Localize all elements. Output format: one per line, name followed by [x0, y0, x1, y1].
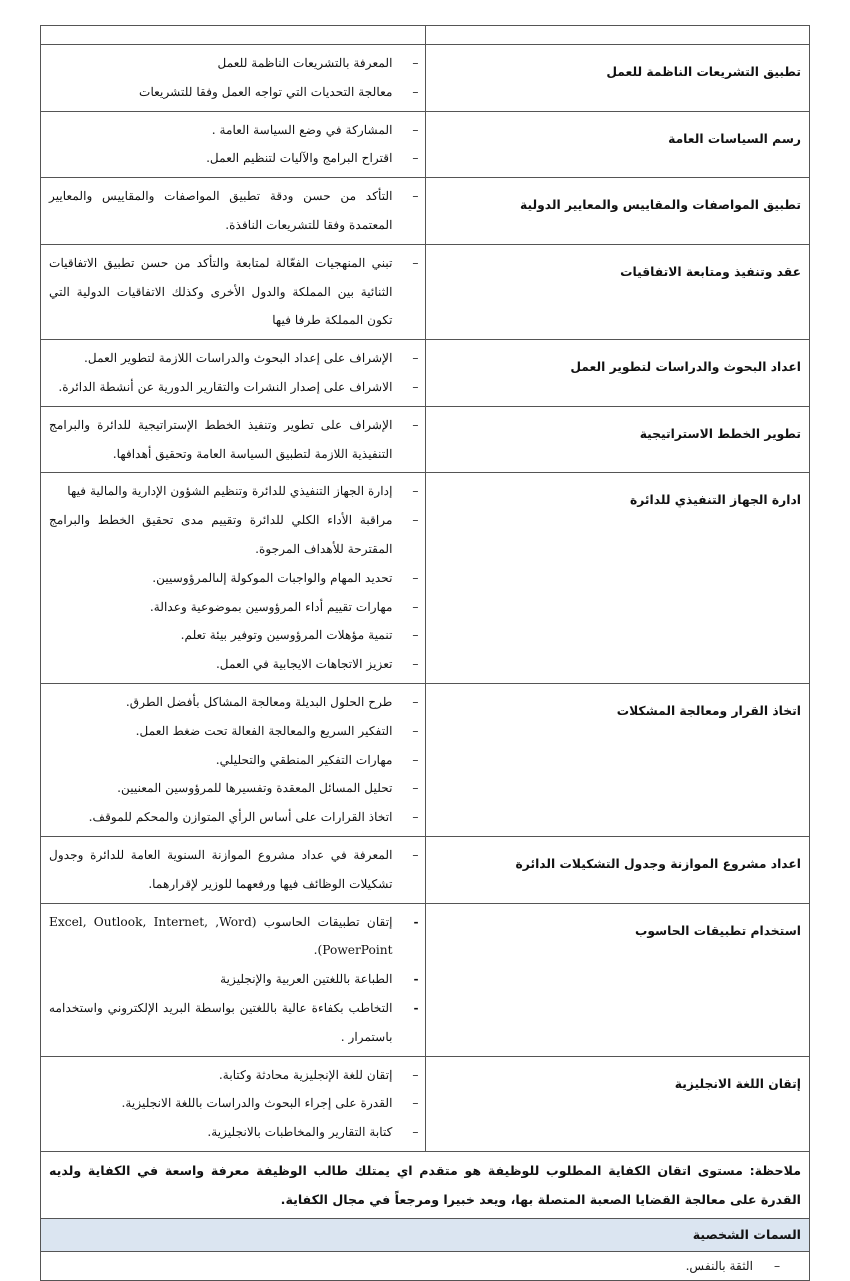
competency-row: [41, 340, 810, 407]
competency-row: [41, 244, 810, 339]
list-item: [49, 650, 419, 679]
list-item: [49, 1118, 419, 1147]
list-item-text: التفكير السريع والمعالجة الفعالة تحت ضغط العمل.: [135, 723, 393, 738]
note-row: [41, 1151, 810, 1218]
list-item: [49, 477, 419, 506]
list-item-text: اقتراح البرامج والآليات لتنظيم العمل.: [206, 151, 393, 166]
competency-row: [41, 406, 810, 473]
list-item: [49, 1089, 419, 1118]
proficiency-note: ملاحظة: مستوى اتقان الكفاية المطلوب للوظيفة هو متقدم اي يمتلك طالب الوظيفة معرفة واسعة في الكفاية ولديه القدرة على معالجة القضايا الصعبة المتصلة بها، ويعد خبيرا ومرجعاً في مجال الكفاية.: [41, 1151, 810, 1218]
list-item-text: التخاطب بكفاءة عالية باللغتين بواسطة البريد الإلكتروني واستخدامه باستمرار .: [49, 1000, 393, 1044]
list-item-text: تبني المنهجيات الفعّالة لمتابعة والتأكد من حسن تطبيق الاتفاقيات الثنائية بين المملكة والدول الأخرى وكذلك الاتفاقيات الدولية التي تكون المملكة طرفا فيها: [49, 255, 393, 328]
list-item: [49, 506, 419, 564]
list-item: [49, 411, 419, 469]
bullet-dash-icon: –: [412, 657, 419, 672]
competency-details: [41, 1056, 426, 1151]
bullet-dash-icon: –: [412, 1067, 419, 1082]
competency-details: [41, 45, 426, 112]
bullet-dash-icon: –: [412, 628, 419, 643]
list-item-text: طرح الحلول البديلة ومعالجة المشاكل بأفضل الطرق.: [125, 694, 393, 709]
list-item-text: المعرفة بالتشريعات الناظمة للعمل: [217, 56, 393, 70]
list-item-text: تنمية مؤهلات المرؤوسين وتوفير بيئة تعلم.: [180, 628, 393, 643]
competency-details: [41, 178, 426, 245]
competency-details: [41, 340, 426, 407]
competency-name: استخدام تطبيقات الحاسوب: [425, 903, 810, 1056]
list-item-text: إتقان للغة الإنجليزية محادثة وكتابة.: [218, 1067, 393, 1082]
competency-table: [40, 25, 810, 1281]
document-page: [40, 25, 810, 1281]
list-item: [49, 908, 419, 966]
empty-header-row: [41, 26, 810, 45]
list-item-text: مهارات التفكير المنطقي والتحليلي.: [215, 752, 393, 767]
list-item-text: إتقان تطبيقات الحاسوب (Excel, Outlook, Internet, ,Word PowerPoint).: [49, 914, 393, 958]
list-item: [49, 803, 419, 832]
competency-details: [41, 111, 426, 178]
bullet-dash-icon: –: [412, 189, 419, 204]
bullet-dash-icon: –: [412, 1125, 419, 1140]
list-item: [49, 1254, 801, 1278]
competency-row: [41, 1056, 810, 1151]
bullet-dash-icon: -: [413, 972, 419, 987]
competency-name: اعداد مشروع الموازنة وجدول التشكيلات الدائرة: [425, 836, 810, 903]
list-item-text: تعزيز الاتجاهات الايجابية في العمل.: [215, 657, 393, 672]
list-item-text: الإشراف على إعداد البحوث والدراسات اللازمة لتطوير العمل.: [84, 351, 393, 366]
list-item: [49, 621, 419, 650]
competency-row: [41, 473, 810, 684]
list-item: [49, 116, 419, 145]
competency-details: [41, 473, 426, 684]
competency-details: [41, 903, 426, 1056]
list-item: [49, 78, 419, 107]
competency-name: ادارة الجهاز التنفيذي للدائرة: [425, 473, 810, 684]
list-item-text: القدرة على إجراء البحوث والدراسات باللغة الانجليزية.: [121, 1096, 393, 1111]
bullet-dash-icon: –: [412, 599, 419, 614]
list-item-text: مراقبة الأداء الكلي للدائرة وتقييم مدى تحقيق الخطط والبرامج المقترحة للأهداف المرجوة.: [49, 513, 393, 556]
bullet-dash-icon: –: [412, 351, 419, 366]
competency-name: عقد وتنفيذ ومتابعة الاتفاقيات: [425, 244, 810, 339]
bullet-dash-icon: –: [412, 379, 419, 394]
list-item-text: المشاركة في وضع السياسة العامة .: [211, 122, 393, 137]
list-item-text: كتابة التقارير والمخاطبات بالانجليزية.: [207, 1125, 393, 1140]
list-item: [49, 144, 419, 173]
list-item: [49, 965, 419, 994]
list-item-text: الطباعة باللغتين العربية والإنجليزية: [220, 972, 393, 987]
bullet-dash-icon: –: [412, 122, 419, 137]
bullet-dash-icon: –: [412, 56, 419, 70]
list-item: [49, 994, 419, 1052]
empty-cell: [41, 26, 426, 45]
list-item-text: المعرفة في عداد مشروع الموازنة السنوية العامة للدائرة وجدول تشكيلات الوظائف فيها ورفعهما للوزير لإقرارهما.: [49, 847, 393, 891]
traits-header-row: [41, 1218, 810, 1251]
bullet-dash-icon: –: [412, 847, 419, 862]
list-item-text: إدارة الجهاز التنفيذي للدائرة وتنظيم الشؤون الإدارية والمالية فيها: [67, 484, 393, 499]
bullet-dash-icon: –: [412, 752, 419, 767]
list-item-text: التأكد من حسن ودقة تطبيق المواصفات والمقاييس والمعايير المعتمدة وفقا للتشريعات النافذة.: [49, 189, 393, 232]
bullet-dash-icon: –: [412, 484, 419, 499]
bullet-dash-icon: –: [412, 151, 419, 166]
list-item-text: الإشراف على تطوير وتنفيذ الخطط الإستراتيجية للدائرة والبرامج التنفيذية اللازمة لتطبيق السياسة العامة وتحقيق أهدافها.: [49, 417, 393, 461]
bullet-dash-icon: –: [412, 1096, 419, 1111]
bullet-dash-icon: –: [412, 513, 419, 528]
competency-name: إتقان اللغة الانجليزية: [425, 1056, 810, 1151]
list-item-text: معالجة التحديات التي تواجه العمل وفقا للتشريعات: [138, 84, 393, 99]
competency-name: رسم السياسات العامة: [425, 111, 810, 178]
bullet-dash-icon: –: [412, 570, 419, 585]
list-item-text: مهارات تقييم أداء المرؤوسين بموضوعية وعدالة.: [149, 599, 393, 614]
competency-details: [41, 244, 426, 339]
competency-details: [41, 683, 426, 836]
empty-cell: [425, 26, 810, 45]
bullet-dash-icon: -: [413, 1000, 419, 1015]
list-item-text: تحليل المسائل المعقدة وتفسيرها للمرؤوسين المعنيين.: [117, 781, 393, 796]
competency-row: [41, 178, 810, 245]
bullet-dash-icon: –: [412, 781, 419, 796]
competency-row: [41, 111, 810, 178]
traits-row: [41, 1251, 810, 1280]
list-item: [49, 593, 419, 622]
list-item-text: اتخاذ القرارات على أساس الرأي المتوازن والمحكم للموقف.: [88, 810, 393, 825]
bullet-dash-icon: –: [412, 723, 419, 738]
competency-name: تطبيق التشريعات الناظمة للعمل: [425, 45, 810, 112]
competency-name: تطبيق المواصفات والمقاييس والمعايير الدولية: [425, 178, 810, 245]
list-item: [49, 249, 419, 335]
bullet-dash-icon: –: [412, 810, 419, 825]
list-item: [49, 774, 419, 803]
list-item: [49, 688, 419, 717]
list-item: [49, 182, 419, 240]
list-item: [49, 49, 419, 78]
bullet-dash-icon: –: [412, 694, 419, 709]
bullet-dash-icon: –: [412, 417, 419, 432]
list-item-text: الاشراف على إصدار النشرات والتقارير الدورية عن أنشطة الدائرة.: [58, 379, 393, 394]
bullet-dash-icon: –: [773, 1258, 781, 1273]
competency-name: اعداد البحوث والدراسات لتطوير العمل: [425, 340, 810, 407]
competency-row: [41, 903, 810, 1056]
bullet-dash-icon: –: [412, 84, 419, 99]
competency-name: اتخاذ القرار ومعالجة المشكلات: [425, 683, 810, 836]
competency-row: [41, 683, 810, 836]
personal-traits-title: السمات الشخصية: [41, 1218, 810, 1251]
competency-name: تطوير الخطط الاستراتيجية: [425, 406, 810, 473]
competency-row: [41, 836, 810, 903]
competency-row: [41, 45, 810, 112]
competency-details: [41, 836, 426, 903]
list-item: [49, 373, 419, 402]
list-item-text: تحديد المهام والواجبات الموكولة إلىالمرؤوسيين.: [152, 570, 393, 585]
list-item-text: الثقة بالنفس.: [685, 1258, 753, 1273]
bullet-dash-icon: –: [412, 255, 419, 270]
list-item: [49, 746, 419, 775]
list-item: [49, 1061, 419, 1090]
personal-traits-list: [41, 1251, 810, 1280]
list-item: [49, 717, 419, 746]
bullet-dash-icon: -: [413, 914, 419, 929]
competency-details: [41, 406, 426, 473]
list-item: [49, 564, 419, 593]
list-item: [49, 344, 419, 373]
list-item: [49, 841, 419, 899]
